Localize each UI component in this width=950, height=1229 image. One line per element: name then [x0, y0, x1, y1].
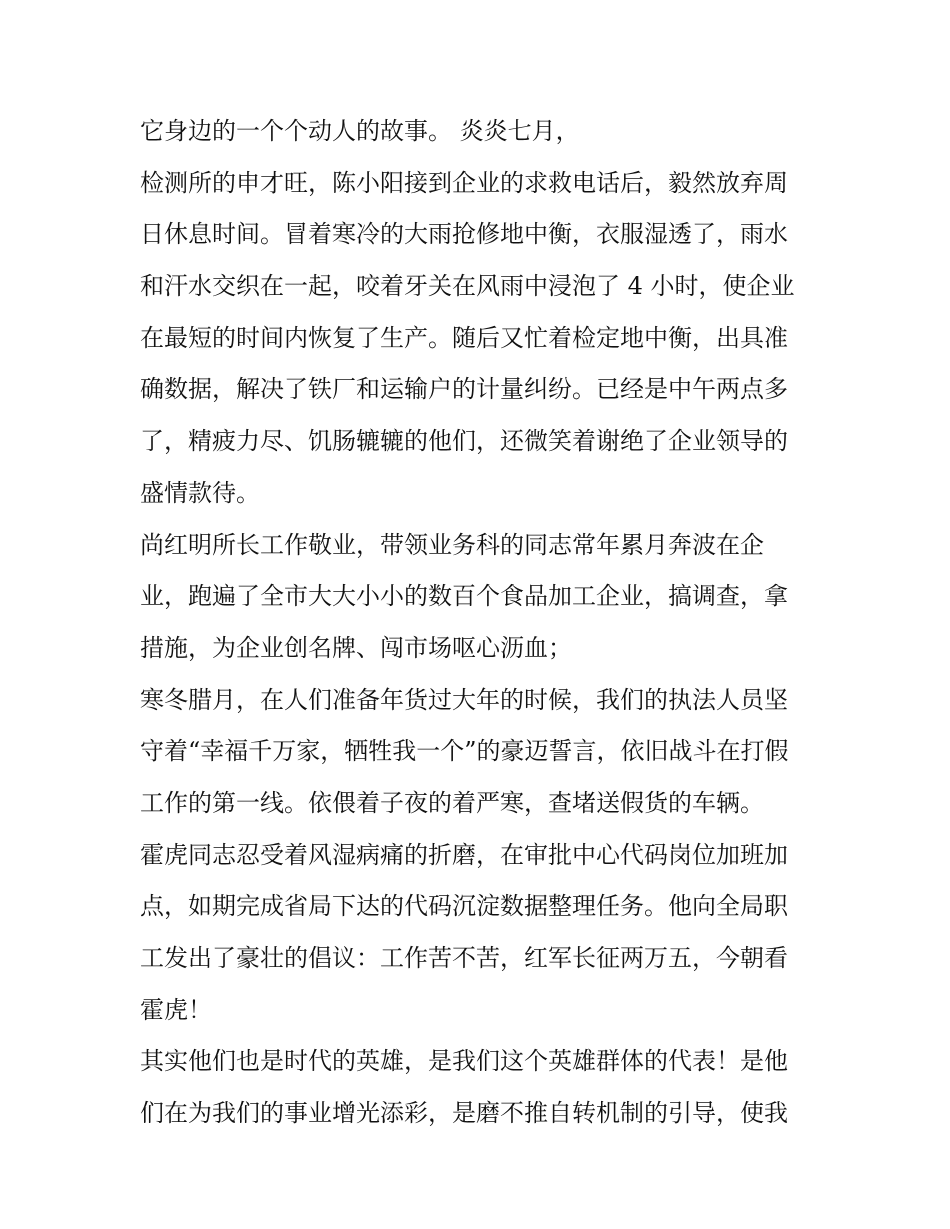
text-line: 业，跑遍了全市大大小小的数百个食品加工企业，搞调查，拿	[140, 582, 788, 611]
text-line: 其实他们也是时代的英雄，是我们这个英雄群体的代表！是他	[140, 1047, 788, 1076]
text-line: 工作的第一线。依偎着子夜的着严寒，查堵送假货的车辆。	[140, 788, 764, 817]
text-line: 寒冬腊月，在人们准备年货过大年的时候，我们的执法人员坚	[140, 685, 788, 714]
text-line: 工发出了豪壮的倡议：工作苦不苦，红军长征两万五，今朝看	[140, 944, 788, 972]
text-line: 和汗水交织在一起，咬着牙关在风雨中浸泡了 4 小时，使企业	[140, 272, 795, 301]
text-line: 霍虎同志忍受着风湿病痛的折磨，在审批中心代码岗位加班加	[140, 840, 788, 869]
text-line: 确数据，解决了铁厂和运输户的计量纠纷。已经是中午两点多	[140, 375, 788, 404]
text-line: 在最短的时间内恢复了生产。随后又忙着检定地中衡，出具准	[140, 323, 788, 352]
text-line: 它身边的一个个动人的故事。 炎炎七月，	[140, 117, 580, 145]
text-line: 了，精疲力尽、饥肠辘辘的他们，还微笑着谢绝了企业领导的	[140, 427, 788, 456]
text-line: 霍虎！	[140, 995, 212, 1024]
text-line: 们在为我们的事业增光添彩，是磨不推自转机制的引导，使我	[140, 1099, 788, 1128]
body-text	[140, 106, 820, 1140]
text-line: 检测所的申才旺，陈小阳接到企业的求救电话后，毅然放弃周	[140, 168, 788, 197]
text-line: 日休息时间。冒着寒冷的大雨抢修地中衡，衣服湿透了，雨水	[140, 220, 788, 249]
text-line: 守着“幸福千万家，牺牲我一个”的豪迈誓言，依旧战斗在打假	[140, 737, 789, 766]
text-line: 点，如期完成省局下达的代码沉淀数据整理任务。他向全局职	[140, 892, 788, 921]
text-line: 措施，为企业创名牌、闯市场呕心沥血；	[140, 633, 572, 662]
text-line: 盛情款待。	[140, 478, 260, 507]
text-line: 尚红明所长工作敬业，带领业务科的同志常年累月奔波在企	[140, 530, 764, 559]
